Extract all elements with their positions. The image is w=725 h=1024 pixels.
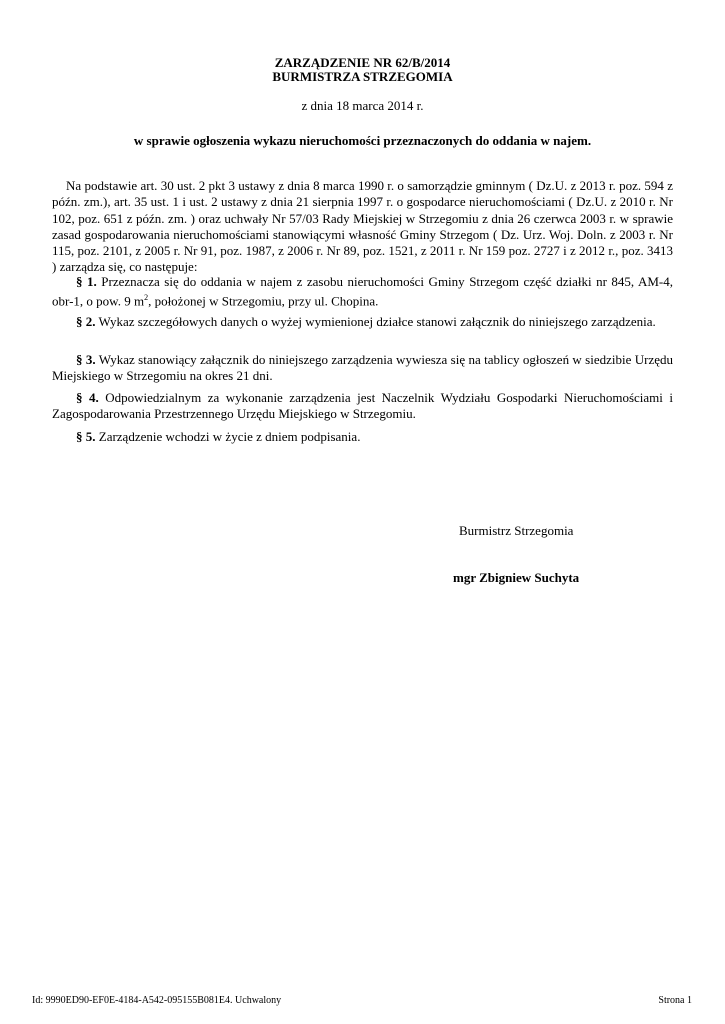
superscript: 2 [144, 293, 149, 303]
document-date: z dnia 18 marca 2014 r. [301, 98, 424, 113]
document-issuer: BURMISTRZA STRZEGOMIA [272, 69, 453, 84]
signatory-name: mgr Zbigniew Suchyta [453, 570, 580, 585]
paragraph-text: Wykaz szczegółowych danych o wyżej wymienionej działce stanowi załącznik do niniejszego zarządzenia. [95, 314, 656, 329]
page-number: Strona 1 [658, 995, 692, 1006]
document-title: ZARZĄDZENIE NR 62/B/2014 [274, 55, 451, 70]
paragraph-2 [52, 314, 673, 330]
paragraph-text: Odpowiedzialnym za wykonanie zarządzenia jest Naczelnik Wydziału Gospodarki Nieruchomościami i Zagospodarowania Przestrzennego Urzędu Miejskiego w Strzegomiu. [52, 390, 674, 422]
preamble: Na podstawie art. 30 ust. 2 pkt 3 ustawy z dnia 8 marca 1990 r. o samorządzie gminnym ( Dz.U. z 2013 r. poz. 594 z późn. zm.), art. 35 ust. 1 i ust. 2 ustawy z dnia 21 sierpnia 1997 r. o gospodarce nieruchomościami ( Dz.U. z 2010 r. Nr 102, poz. 651 z późn. zm. ) oraz uchwały Nr 57/03 Rady Miejskiej w Strzegomiu z dnia 26 czerwca 2003 r. w sprawie zasad gospodarowania nieruchomościami stanowiącymi własność Gminy Strzegom ( Dz. Urz. Woj. Doln. z 2003 r. Nr 115, poz. 2101, z 2005 r. Nr 91, poz. 1987, z 2006 r. Nr 89, poz. 1521, z 2011 r. Nr 159 poz. 2727 i z 2012 r., poz. 3413 ) zarządza się, co następuje: [52, 178, 673, 275]
document-subject: w sprawie ogłoszenia wykazu nieruchomości przeznaczonych do oddania w najem. [133, 133, 592, 148]
paragraph-4 [52, 390, 673, 423]
paragraph-text-end: , położonej w Strzegomiu, przy ul. Chopina. [148, 293, 379, 309]
paragraph-text: Zarządzenie wchodzi w życie z dniem podpisania. [95, 429, 361, 444]
paragraph-number: § 4. [76, 390, 99, 405]
paragraph-text: Wykaz stanowiący załącznik do niniejszego zarządzenia wywiesza się na tablicy ogłoszeń w siedzibie Urzędu Miejskiego w Strzegomiu na okres 21 dni. [52, 352, 674, 384]
paragraph-number: § 3. [76, 352, 96, 367]
paragraph-number: § 5. [76, 429, 96, 444]
paragraph-number: § 2. [76, 314, 96, 329]
signatory-role: Burmistrz Strzegomia [459, 523, 574, 538]
paragraph-1 [52, 274, 673, 310]
document-id-footer: Id: 9990ED90-EF0E-4184-A542-095155B081E4. Uchwalony [32, 995, 282, 1006]
paragraph-5 [52, 429, 673, 445]
paragraph-number: § 1. [76, 274, 97, 289]
paragraph-text: Przeznacza się do oddania w najem z zasobu nieruchomości Gminy Strzegom część działki nr 845, AM-4, obr-1, o pow. 9 m [52, 274, 674, 309]
paragraph-3 [52, 352, 673, 385]
